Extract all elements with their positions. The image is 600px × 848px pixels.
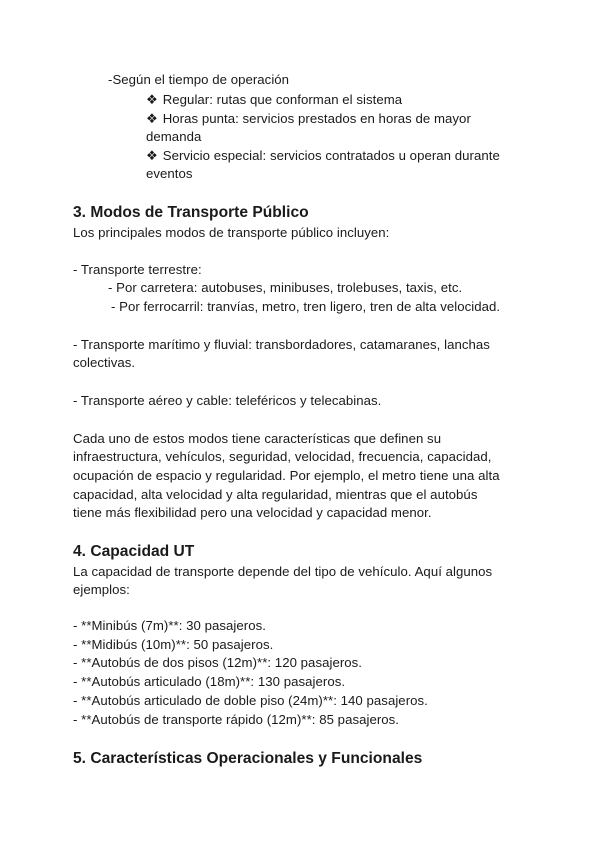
operation-item-regular	[146, 91, 402, 109]
modes-paragraph-line: capacidad, alta velocidad y alta regularidad, mientras que el autobús	[73, 487, 478, 502]
section4-heading: 4. Capacidad UT	[73, 543, 195, 560]
land-transport-item: - Transporte terrestre:	[73, 262, 202, 277]
diamond-bullet-icon: ❖	[146, 92, 158, 107]
capacity-list-item: - **Autobús de dos pisos (12m)**: 120 pasajeros.	[73, 655, 363, 670]
capacity-list-item: - **Autobús de transporte rápido (12m)**: 85 pasajeros.	[73, 712, 400, 727]
modes-paragraph-line: Cada uno de estos modos tiene características que definen su	[73, 431, 442, 446]
diamond-bullet-icon: ❖	[146, 148, 158, 163]
operation-item-text: Horas punta: servicios prestados en horas de mayor	[162, 111, 471, 126]
modes-paragraph-line: ocupación de espacio y regularidad. Por ejemplo, el metro tiene una alta	[73, 468, 500, 483]
operation-item-special-continuation: eventos	[146, 166, 193, 181]
section3-intro: Los principales modos de transporte público incluyen:	[73, 225, 390, 240]
section3-heading: 3. Modos de Transporte Público	[73, 204, 309, 221]
operation-item-text: Servicio especial: servicios contratados u operan durante	[162, 148, 500, 163]
operation-item-text: Regular: rutas que conforman el sistema	[162, 92, 403, 107]
section5-heading: 5. Características Operacionales y Funcionales	[73, 750, 423, 767]
modes-paragraph-line: tiene más flexibilidad pero una velocidad y capacidad menor.	[73, 505, 432, 520]
capacity-list-item: - **Minibús (7m)**: 30 pasajeros.	[73, 618, 266, 633]
operation-item-peak	[146, 110, 471, 128]
capacity-intro: La capacidad de transporte depende del tipo de vehículo. Aquí algunos	[73, 564, 493, 579]
operation-item-special	[146, 147, 500, 165]
capacity-list-item: - **Autobús articulado de doble piso (24m)**: 140 pasajeros.	[73, 693, 428, 708]
road-transport-item: - Por carretera: autobuses, minibuses, trolebuses, taxis, etc.	[108, 280, 463, 295]
maritime-transport-item: - Transporte marítimo y fluvial: transbordadores, catamaranes, lanchas	[73, 337, 490, 352]
air-transport-item: - Transporte aéreo y cable: teleféricos y telecabinas.	[73, 393, 382, 408]
diamond-bullet-icon: ❖	[146, 111, 158, 126]
operation-item-peak-continuation: demanda	[146, 129, 202, 144]
modes-paragraph-line: infraestructura, vehículos, seguridad, velocidad, frecuencia, capacidad,	[73, 449, 492, 464]
capacity-list-item: - **Midibús (10m)**: 50 pasajeros.	[73, 637, 274, 652]
operation-intro: -Según el tiempo de operación	[108, 72, 290, 87]
maritime-transport-continuation: colectivas.	[73, 355, 136, 370]
rail-transport-item: - Por ferrocarril: tranvías, metro, tren ligero, tren de alta velocidad.	[111, 299, 501, 314]
capacity-intro-continuation: ejemplos:	[73, 582, 130, 597]
capacity-list-item: - **Autobús articulado (18m)**: 130 pasajeros.	[73, 674, 346, 689]
